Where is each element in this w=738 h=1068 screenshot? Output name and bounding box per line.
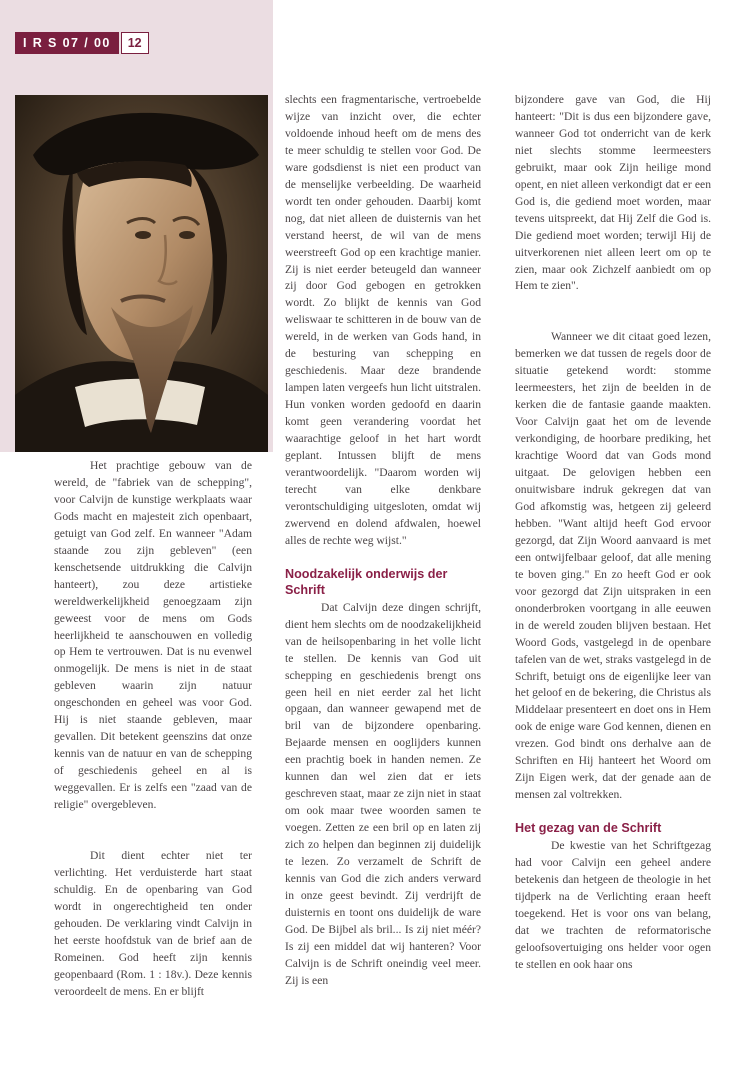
page-number: 12: [121, 32, 149, 54]
paragraph: Dit dient echter niet ter verlichting. Het verduisterde hart staat schuldig. En de openbaring van God wordt in ongerechtigheid ten onder gehouden. De verklaring vindt Calvijn in het eerste hoofdstuk van de brief aan de Romeinen. God heeft zijn kennis geopenbaard (Rom. 1 : 18v.). Deze kennis veroordeelt de mens. En er blijft: [54, 849, 252, 998]
issue-tag: [15, 32, 149, 54]
paragraph: slechts een fragmentarische, vertroebelde wijze van inzicht over, die echter voldoende inhoud heeft om de mens des te meer schuldig te stellen voor God. De ware godsdienst is niet een product van de menselijke verbeelding. De waarheid wordt ten onder gehouden. Daarbij komt nog, dat niet alleen de duisternis van het verstand heerst, de wil van de mens weerstreeft God op een krachtige manier. Zij is niet eerder beteugeld dan wanneer zij door God gebogen en getrokken wordt. Zo blijkt de kennis van God weliswaar te schitteren in de bouw van de wereld, in de werken van Gods hand, in de besturing van schepping en geschiedenis. Maar deze brandende lampen laten vergeefs hun licht uitstralen. Hun vonken worden gedoofd en daarin komt geen verandering voordat het waarachtige geloof in het hart wordt geplant. Intussen blijft de mens verantwoordelijk. "Daarom worden wij terecht van elke denkbare verontschuldiging uitgesloten, omdat wij zwervend en dolend afdwalen, hoewel alles de rechte weg wijst.": [285, 93, 481, 547]
section-heading: Het gezag van de Schrift: [515, 821, 662, 836]
text-column-3: [515, 92, 711, 974]
paragraph: Dat Calvijn deze dingen schrijft, dient hem slechts om de noodzakelijkheid van de heilsopenbaring in het volle licht te stellen. De kennis van God uit schepping en geschiedenis brengt ons geen heil en niet eerder zal het licht opgaan, dan wanneer gewapend met de bril van de bijzondere openbaring. Bejaarde mensen en ooglijders kunnen een prachtig boek in handen nemen. Ze kunnen dan wel zien dat er iets geschreven staat, maar ze zijn niet in staat om ook maar twee woorden samen te voegen. Zetten ze een bril op en laten zij zich zo helpen dan beginnen zij duidelijk te lezen. Zo verzamelt de Schrift de kennis van God die zich anders verward in onze geest bevindt. Zij verdrijft de duisternis en toont ons duidelijk de ware God. De Bijbel als bril... Is zij niet méér? Is zij een middel dat wij hanteren? Voor Calvijn is de Schrift oneindig veel meer. Zij is een: [285, 600, 481, 987]
issue-label: I R S 07 / 00: [15, 32, 119, 54]
paragraph: Wanneer we dit citaat goed lezen, bemerken we dat tussen de regels door de situatie getekend wordt: stomme leermeesters, het zijn de beelden in de kerken die de fantasie gaande maakten. Voor Calvijn gaat het om de levende verkondiging, de hoorbare prediking, het krachtige Woord dat van Gods mond uitgaat. De gelovigen hebben een onuitwisbare indruk gekregen dat van God afkomstig was, hetgeen zij geleerd hebben. "Want altijd heeft God ervoor gezorgd, dat Zijn Woord aanvaard is met een ontwijfelbaar geloof, dat alle mening te boven ging." En zo heeft God er ook voor gezorgd dat Zijn uitspraken in een ononderbroken voortgang in alle eeuwen in de wereld zouden blijven bestaan. Het Woord Gods, vastgelegd in de openbare tafelen van de wet, straks vastgelegd in de Schrift, betuigt ons de eigenlijke leer van het geloof en de bekering, die Christus als Middelaar presenteert en doet ons in Hem ook de enige ware God kennen, dienen en vrezen. God bindt ons derhalve aan de Schriften en Hij hanteert het Woord om Zijn Eigen werk, dat der genade aan de mensen zal voltrekken.: [515, 330, 711, 802]
section-heading: Noodzakelijk onderwijs der Schrift: [285, 566, 448, 597]
portrait-image: [15, 95, 268, 452]
text-column-2: [285, 92, 481, 990]
paragraph: Het prachtige gebouw van de wereld, de "fabriek van de schepping", voor Calvijn de kunstige werkplaats waar Gods macht en majesteit zich openbaart, getuigt van God zelf. En wanneer "Adam staande zou zijn gebleven" (een kenschetsende uitdrukking die Calvijn hanteert), zou deze artistieke wereldwerkelijkheid genoegzaam zijn geweest voor de mens om Gods heerlijkheid te aanschouwen en volledig op Hem te vertrouwen. Dat is nu evenwel onmogelijk. De mens is niet in de staat gebleven waarin zijn natuur ongeschonden en geheel was voor God. Hij is niet staande gebleven, maar gevallen. Dit betekent geenszins dat onze kennis van de natuur en van de schepping of geschiedenis geheel en al is weggevallen. Er is zelfs een "zaad van de religie" overgebleven.: [54, 459, 252, 812]
paragraph: bijzondere gave van God, die Hij hanteert: "Dit is dus een bijzondere gave, wanneer God tot onderricht van de kerk niet slechts stomme leermeesters gebruikt, maar ook Zijn heilige mond opent, en niet alleen verkondigt dat er een God is, die gediend moet worden, maar tevens uitspreekt, dat Hij Zelf die God is. Die gediend moet worden; terwijl Hij de uitverkorenen niet alleen leert om op te zien, maar ook Zichzelf aanbiedt om op Hem te zien".: [515, 93, 711, 293]
paragraph: De kwestie van het Schriftgezag had voor Calvijn een geheel andere betekenis dan hetgeen de theologie in het tijdperk na de Verlichting eraan heeft toegekend. Het is voor ons van belang, dat we trachten de reformatorische geloofsovertuiging ons helder voor ogen te stellen en ook haar ons: [515, 839, 711, 971]
text-column-1: [54, 458, 252, 1001]
